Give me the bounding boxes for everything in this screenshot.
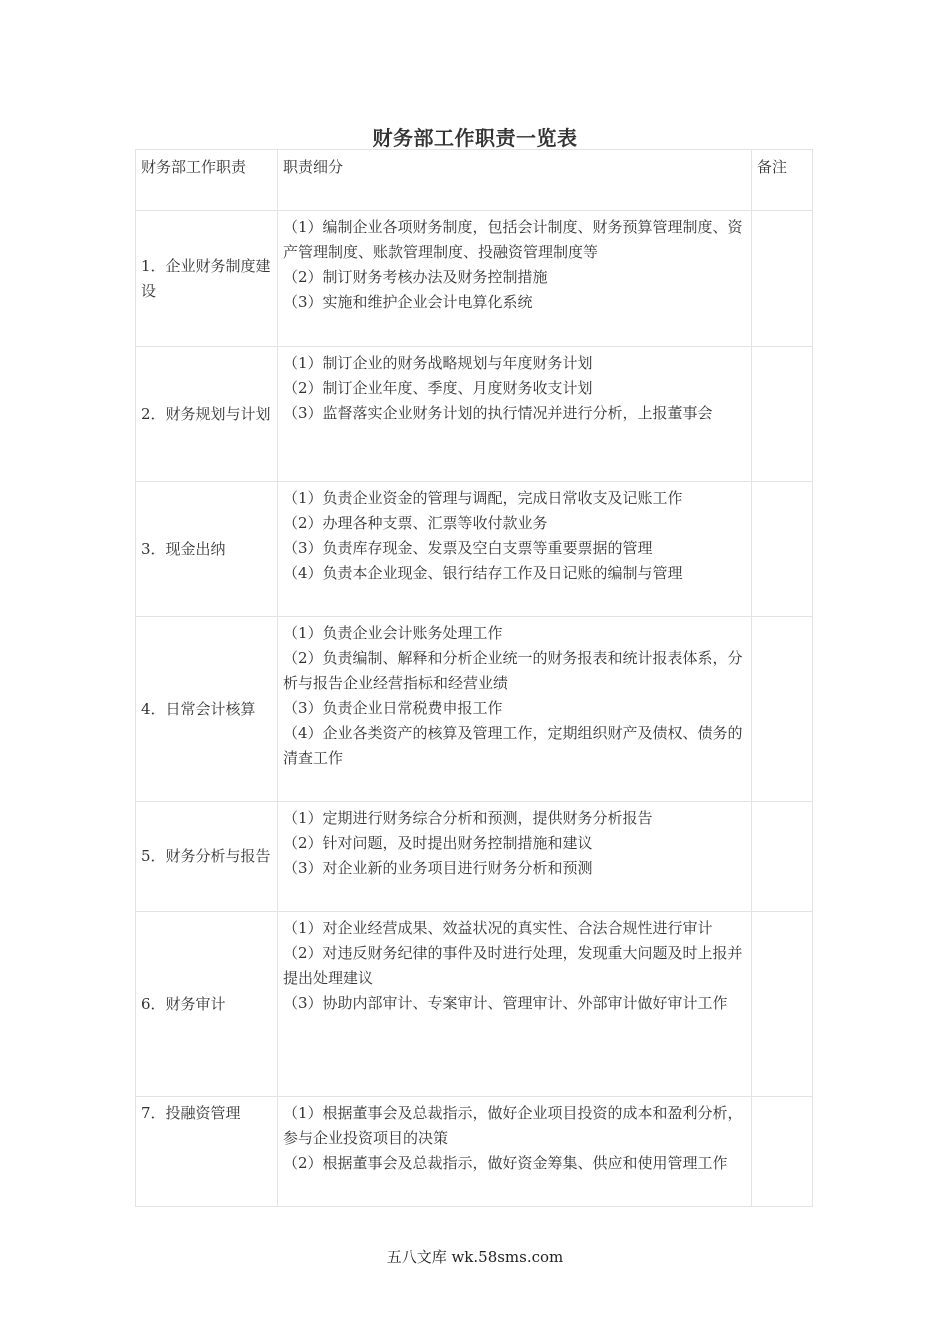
table-row xyxy=(136,482,813,617)
header-duty: 财务部工作职责 xyxy=(136,150,278,211)
note-cell xyxy=(752,347,813,482)
note-cell xyxy=(752,802,813,912)
table-row xyxy=(136,347,813,482)
table-header-row xyxy=(136,150,813,211)
detail-line: （1）制订企业的财务战略规划与年度财务计划 xyxy=(283,354,593,372)
table-row xyxy=(136,617,813,802)
detail-cell xyxy=(278,1097,752,1207)
detail-line: （4）企业各类资产的核算及管理工作，定期组织财产及债权、债务的清查工作 xyxy=(283,724,743,767)
detail-line: （3）协助内部审计、专案审计、管理审计、外部审计做好审计工作 xyxy=(283,994,728,1012)
detail-line: （1）对企业经营成果、效益状况的真实性、合法合规性进行审计 xyxy=(283,919,713,937)
detail-line: （1）负责企业会计账务处理工作 xyxy=(283,624,503,642)
detail-line: （3）负责库存现金、发票及空白支票等重要票据的管理 xyxy=(283,539,653,557)
note-cell xyxy=(752,912,813,1097)
detail-line: （2）办理各种支票、汇票等收付款业务 xyxy=(283,514,548,532)
table-row xyxy=(136,802,813,912)
detail-cell xyxy=(278,347,752,482)
duty-cell: 3．现金出纳 xyxy=(136,482,278,617)
duty-cell: 5．财务分析与报告 xyxy=(136,802,278,912)
duty-cell: 6．财务审计 xyxy=(136,912,278,1097)
duty-table xyxy=(135,149,813,1207)
duty-cell: 2．财务规划与计划 xyxy=(136,347,278,482)
footer-watermark: 五八文库 wk.58sms.com xyxy=(386,1248,564,1266)
detail-line: （1）定期进行财务综合分析和预测，提供财务分析报告 xyxy=(283,809,653,827)
detail-cell xyxy=(278,802,752,912)
detail-line: （2）针对问题，及时提出财务控制措施和建议 xyxy=(283,834,593,852)
detail-cell xyxy=(278,912,752,1097)
duty-cell: 7．投融资管理 xyxy=(136,1097,278,1207)
detail-line: （3）实施和维护企业会计电算化系统 xyxy=(283,293,533,311)
detail-line: （2）制订企业年度、季度、月度财务收支计划 xyxy=(283,379,593,397)
detail-line: （3）对企业新的业务项目进行财务分析和预测 xyxy=(283,859,593,877)
note-cell xyxy=(752,1097,813,1207)
table-row xyxy=(136,912,813,1097)
detail-line: （2）对违反财务纪律的事件及时进行处理，发现重大问题及时上报并提出处理建议 xyxy=(283,944,743,987)
detail-line: （4）负责本企业现金、银行结存工作及日记账的编制与管理 xyxy=(283,564,683,582)
detail-cell xyxy=(278,617,752,802)
note-cell xyxy=(752,211,813,347)
note-cell xyxy=(752,617,813,802)
duty-cell: 1．企业财务制度建设 xyxy=(136,211,278,347)
duty-cell: 4．日常会计核算 xyxy=(136,617,278,802)
detail-line: （2）制订财务考核办法及财务控制措施 xyxy=(283,268,548,286)
detail-line: （2）根据董事会及总裁指示，做好资金筹集、供应和使用管理工作 xyxy=(283,1154,728,1172)
header-note: 备注 xyxy=(752,150,813,211)
note-cell xyxy=(752,482,813,617)
detail-cell xyxy=(278,211,752,347)
page-title: 财务部工作职责一览表 xyxy=(372,126,578,150)
detail-cell xyxy=(278,482,752,617)
detail-line: （3）监督落实企业财务计划的执行情况并进行分析，上报董事会 xyxy=(283,404,713,422)
detail-line: （1）根据董事会及总裁指示，做好企业项目投资的成本和盈利分析，参与企业投资项目的决策 xyxy=(283,1104,743,1147)
detail-line: （1）编制企业各项财务制度，包括会计制度、财务预算管理制度、资产管理制度、账款管理制度、投融资管理制度等 xyxy=(283,218,743,261)
detail-line: （1）负责企业资金的管理与调配，完成日常收支及记账工作 xyxy=(283,489,683,507)
header-details: 职责细分 xyxy=(278,150,752,211)
detail-line: （3）负责企业日常税费申报工作 xyxy=(283,699,503,717)
table-row xyxy=(136,211,813,347)
detail-line: （2）负责编制、解释和分析企业统一的财务报表和统计报表体系，分析与报告企业经营指标和经营业绩 xyxy=(283,649,743,692)
table-row xyxy=(136,1097,813,1207)
